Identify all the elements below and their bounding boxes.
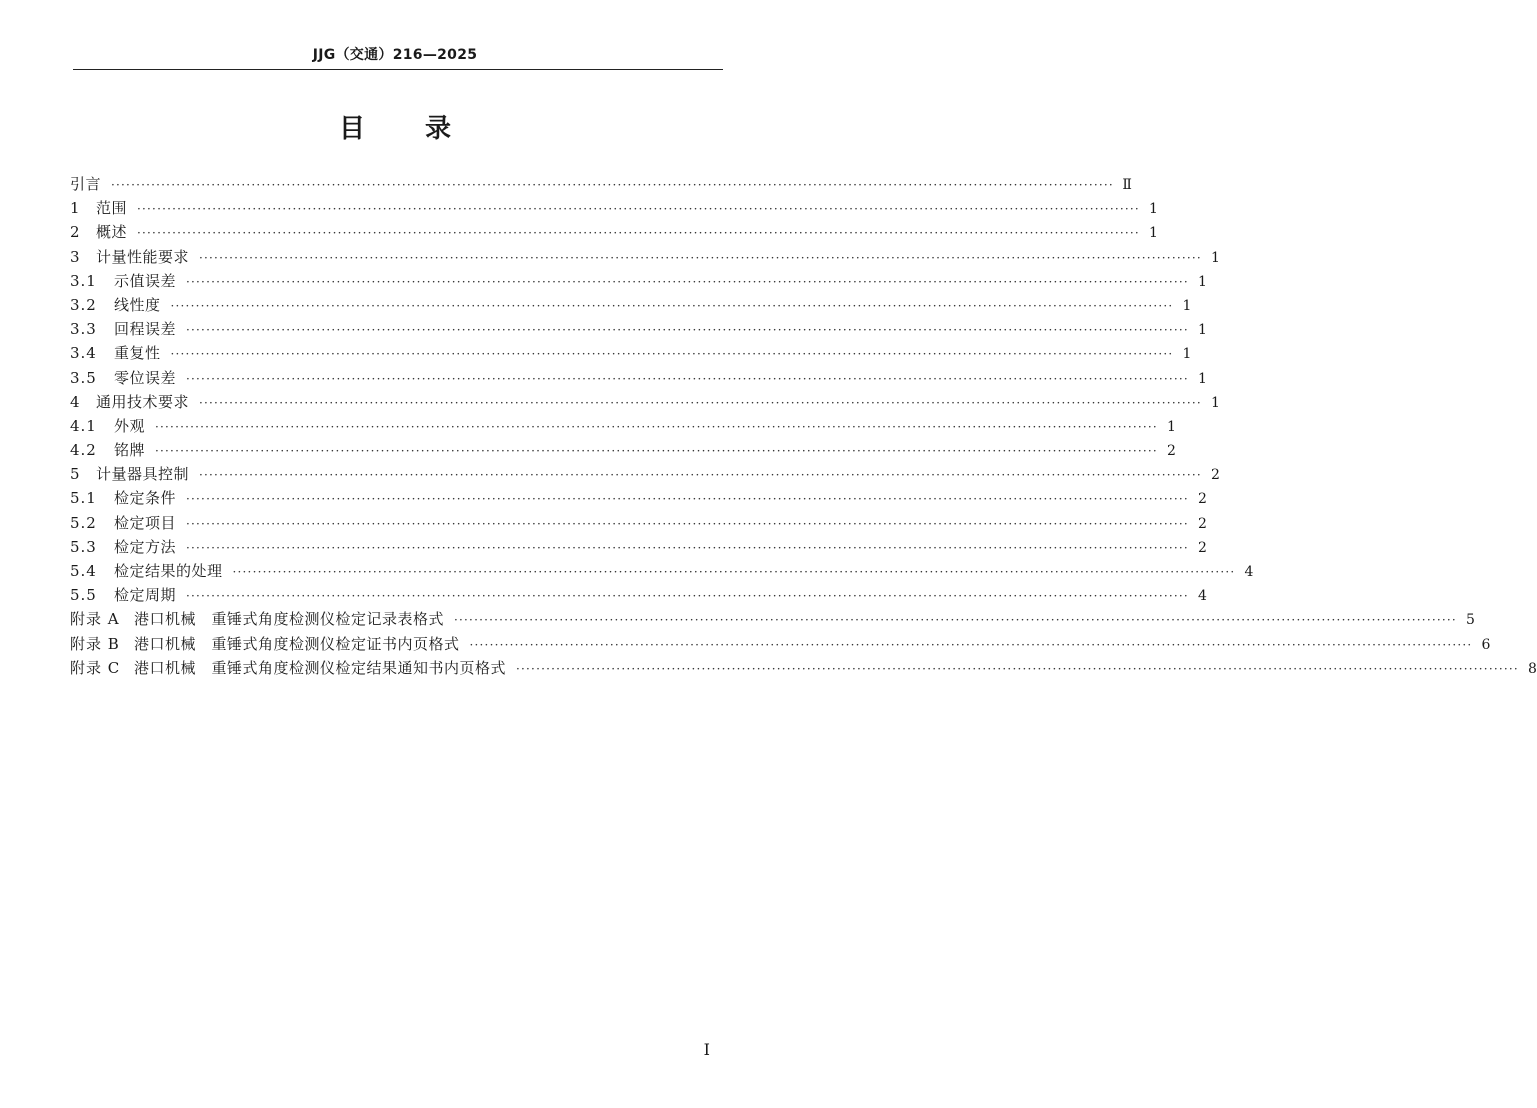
toc-entry[interactable] [70, 656, 1537, 680]
toc-entry-number: 1 [70, 199, 81, 218]
toc-leader-dots: ········································································································································································································ [155, 444, 1158, 459]
toc-entry[interactable] [70, 414, 1176, 438]
toc-entry[interactable] [70, 438, 1176, 462]
toc-leader-dots: ········································································································································································································ [199, 468, 1202, 483]
toc-leader-dots: ········································································································································································································ [186, 540, 1189, 555]
toc-entry-page: 2 [1197, 539, 1207, 556]
toc-entry-number: 4.2 [70, 441, 97, 460]
toc-entry[interactable] [70, 220, 1158, 244]
toc-entry[interactable] [70, 172, 1132, 196]
toc-entry-label: 通用技术要求 [96, 392, 190, 411]
toc-leader-dots: ········································································································································································································ [170, 298, 1174, 313]
toc-entry-number: 5.1 [70, 489, 97, 508]
toc-entry[interactable] [70, 366, 1207, 390]
toc-entry[interactable] [70, 607, 1475, 631]
toc-entry-label: 港口机械 重锤式角度检测仪检定结果通知书内页格式 [134, 658, 507, 677]
toc-entry[interactable] [70, 559, 1254, 583]
toc-leader-dots: ········································································································································································································ [137, 226, 1140, 241]
toc-entry-page: 2 [1166, 443, 1176, 460]
toc-leader-dots: ········································································································································································································ [186, 274, 1189, 289]
toc-entry-label: 检定条件 [114, 489, 177, 508]
toc-leader-dots: ········································································································································································································ [186, 589, 1189, 604]
toc-entry-page: 1 [1197, 370, 1207, 387]
toc-leader-dots: ········································································································································································································ [186, 492, 1189, 507]
toc-leader-dots: ········································································································································································································ [186, 323, 1189, 338]
toc-entry-number: 5 [70, 465, 81, 484]
toc-entry-label: 港口机械 重锤式角度检测仪检定记录表格式 [134, 610, 445, 629]
toc-entry-number: 3.1 [70, 271, 97, 290]
toc-leader-dots: ········································································································································································································ [516, 661, 1519, 676]
toc-entry-number: 3.2 [70, 295, 97, 314]
toc-entry-page: 1 [1148, 225, 1158, 242]
toc-entry-label: 检定方法 [114, 537, 177, 556]
toc-entry-number: 4 [70, 392, 81, 411]
toc-entry-page: 1 [1166, 418, 1176, 435]
toc-entry-label: 概述 [96, 223, 128, 242]
toc-entry-page: 2 [1197, 491, 1207, 508]
toc-entry-label: 铭牌 [114, 441, 146, 460]
toc-entry-page: 5 [1465, 612, 1475, 629]
toc-entry-number: 3.3 [70, 320, 97, 339]
toc-entry-page: 8 [1527, 660, 1537, 677]
toc-entry-label: 外观 [114, 416, 146, 435]
toc-entry-page: 1 [1210, 249, 1220, 266]
toc-entry-label: 检定结果的处理 [114, 562, 223, 580]
page-title-char-1: 目 [338, 114, 365, 144]
toc-entry-number: 5.3 [70, 537, 97, 556]
toc-entry[interactable] [70, 632, 1491, 656]
toc-entry-number: 3.4 [70, 344, 97, 363]
toc-entry-page: 4 [1244, 564, 1254, 580]
toc-entry-number: 5.4 [70, 562, 97, 580]
page-title-char-2: 录 [425, 114, 452, 144]
header-document-code: JJG（交通）216—2025 [312, 47, 478, 63]
toc-entry-number: 2 [70, 223, 81, 242]
toc-entry-page: Ⅱ [1122, 177, 1132, 193]
toc-entry-label: 计量器具控制 [96, 465, 190, 484]
toc-entry-label: 检定周期 [114, 586, 177, 605]
toc-leader-dots: ········································································································································································································ [111, 178, 1114, 192]
toc-entry-page: 2 [1197, 515, 1207, 532]
toc-entry-number: 4.1 [70, 416, 97, 435]
toc-entry-page: 1 [1197, 322, 1207, 339]
toc-entry[interactable] [70, 583, 1207, 607]
toc-entry-label: 计量性能要求 [96, 247, 190, 266]
toc-leader-dots: ········································································································································································································ [155, 419, 1158, 434]
toc-entry-label: 范围 [96, 199, 128, 218]
toc-leader-dots: ········································································································································································································ [137, 202, 1140, 217]
toc-entry-number: 附录 B [70, 634, 120, 653]
toc-entry-label: 检定项目 [114, 513, 177, 532]
toc-entry-label: 线性度 [114, 295, 161, 314]
table-of-contents [70, 172, 1537, 680]
toc-entry-label: 重复性 [114, 344, 161, 363]
toc-entry-number: 附录 C [70, 658, 121, 677]
toc-leader-dots: ········································································································································································································ [186, 516, 1189, 531]
toc-entry-page: 1 [1210, 394, 1220, 411]
toc-leader-dots: ········································································································································································································ [469, 637, 1473, 652]
toc-entry[interactable] [70, 511, 1207, 535]
toc-entry[interactable] [70, 535, 1207, 559]
toc-entry-page: 1 [1182, 297, 1192, 314]
toc-entry[interactable] [70, 317, 1207, 341]
toc-entry-label: 零位误差 [114, 368, 177, 387]
toc-entry-page: 6 [1481, 636, 1491, 653]
toc-leader-dots: ········································································································································································································ [186, 371, 1189, 386]
page-title [0, 108, 790, 145]
toc-leader-dots: ········································································································································································································ [199, 250, 1202, 265]
toc-entry-number: 5.2 [70, 513, 97, 532]
toc-entry-label: 引言 [70, 175, 102, 193]
toc-entry[interactable] [70, 293, 1192, 317]
toc-leader-dots: ········································································································································································································ [232, 565, 1236, 579]
toc-entry-page: 1 [1197, 273, 1207, 290]
toc-entry-number: 3 [70, 247, 81, 266]
toc-entry-label: 港口机械 重锤式角度检测仪检定证书内页格式 [134, 634, 460, 653]
toc-entry[interactable] [70, 462, 1220, 486]
toc-entry-page: 1 [1148, 201, 1158, 218]
toc-entry-number: 附录 A [70, 610, 120, 629]
toc-leader-dots: ········································································································································································································ [199, 395, 1202, 410]
toc-entry-page: 4 [1197, 588, 1207, 605]
toc-entry-label: 回程误差 [114, 320, 177, 339]
toc-leader-dots: ········································································································································································································ [454, 613, 1457, 628]
toc-entry[interactable] [70, 196, 1158, 220]
toc-entry-number: 5.5 [70, 586, 97, 605]
toc-entry-number: 3.5 [70, 368, 97, 387]
toc-entry-page: 2 [1210, 467, 1220, 484]
toc-entry[interactable] [70, 341, 1192, 365]
header-divider [73, 69, 723, 70]
toc-entry[interactable] [70, 245, 1220, 269]
page-number: I [703, 1040, 710, 1059]
toc-entry-label: 示值误差 [114, 271, 177, 290]
toc-entry[interactable] [70, 269, 1207, 293]
toc-leader-dots: ········································································································································································································ [170, 347, 1174, 362]
toc-entry-page: 1 [1182, 346, 1192, 363]
toc-entry[interactable] [70, 486, 1207, 510]
toc-entry[interactable] [70, 390, 1220, 414]
